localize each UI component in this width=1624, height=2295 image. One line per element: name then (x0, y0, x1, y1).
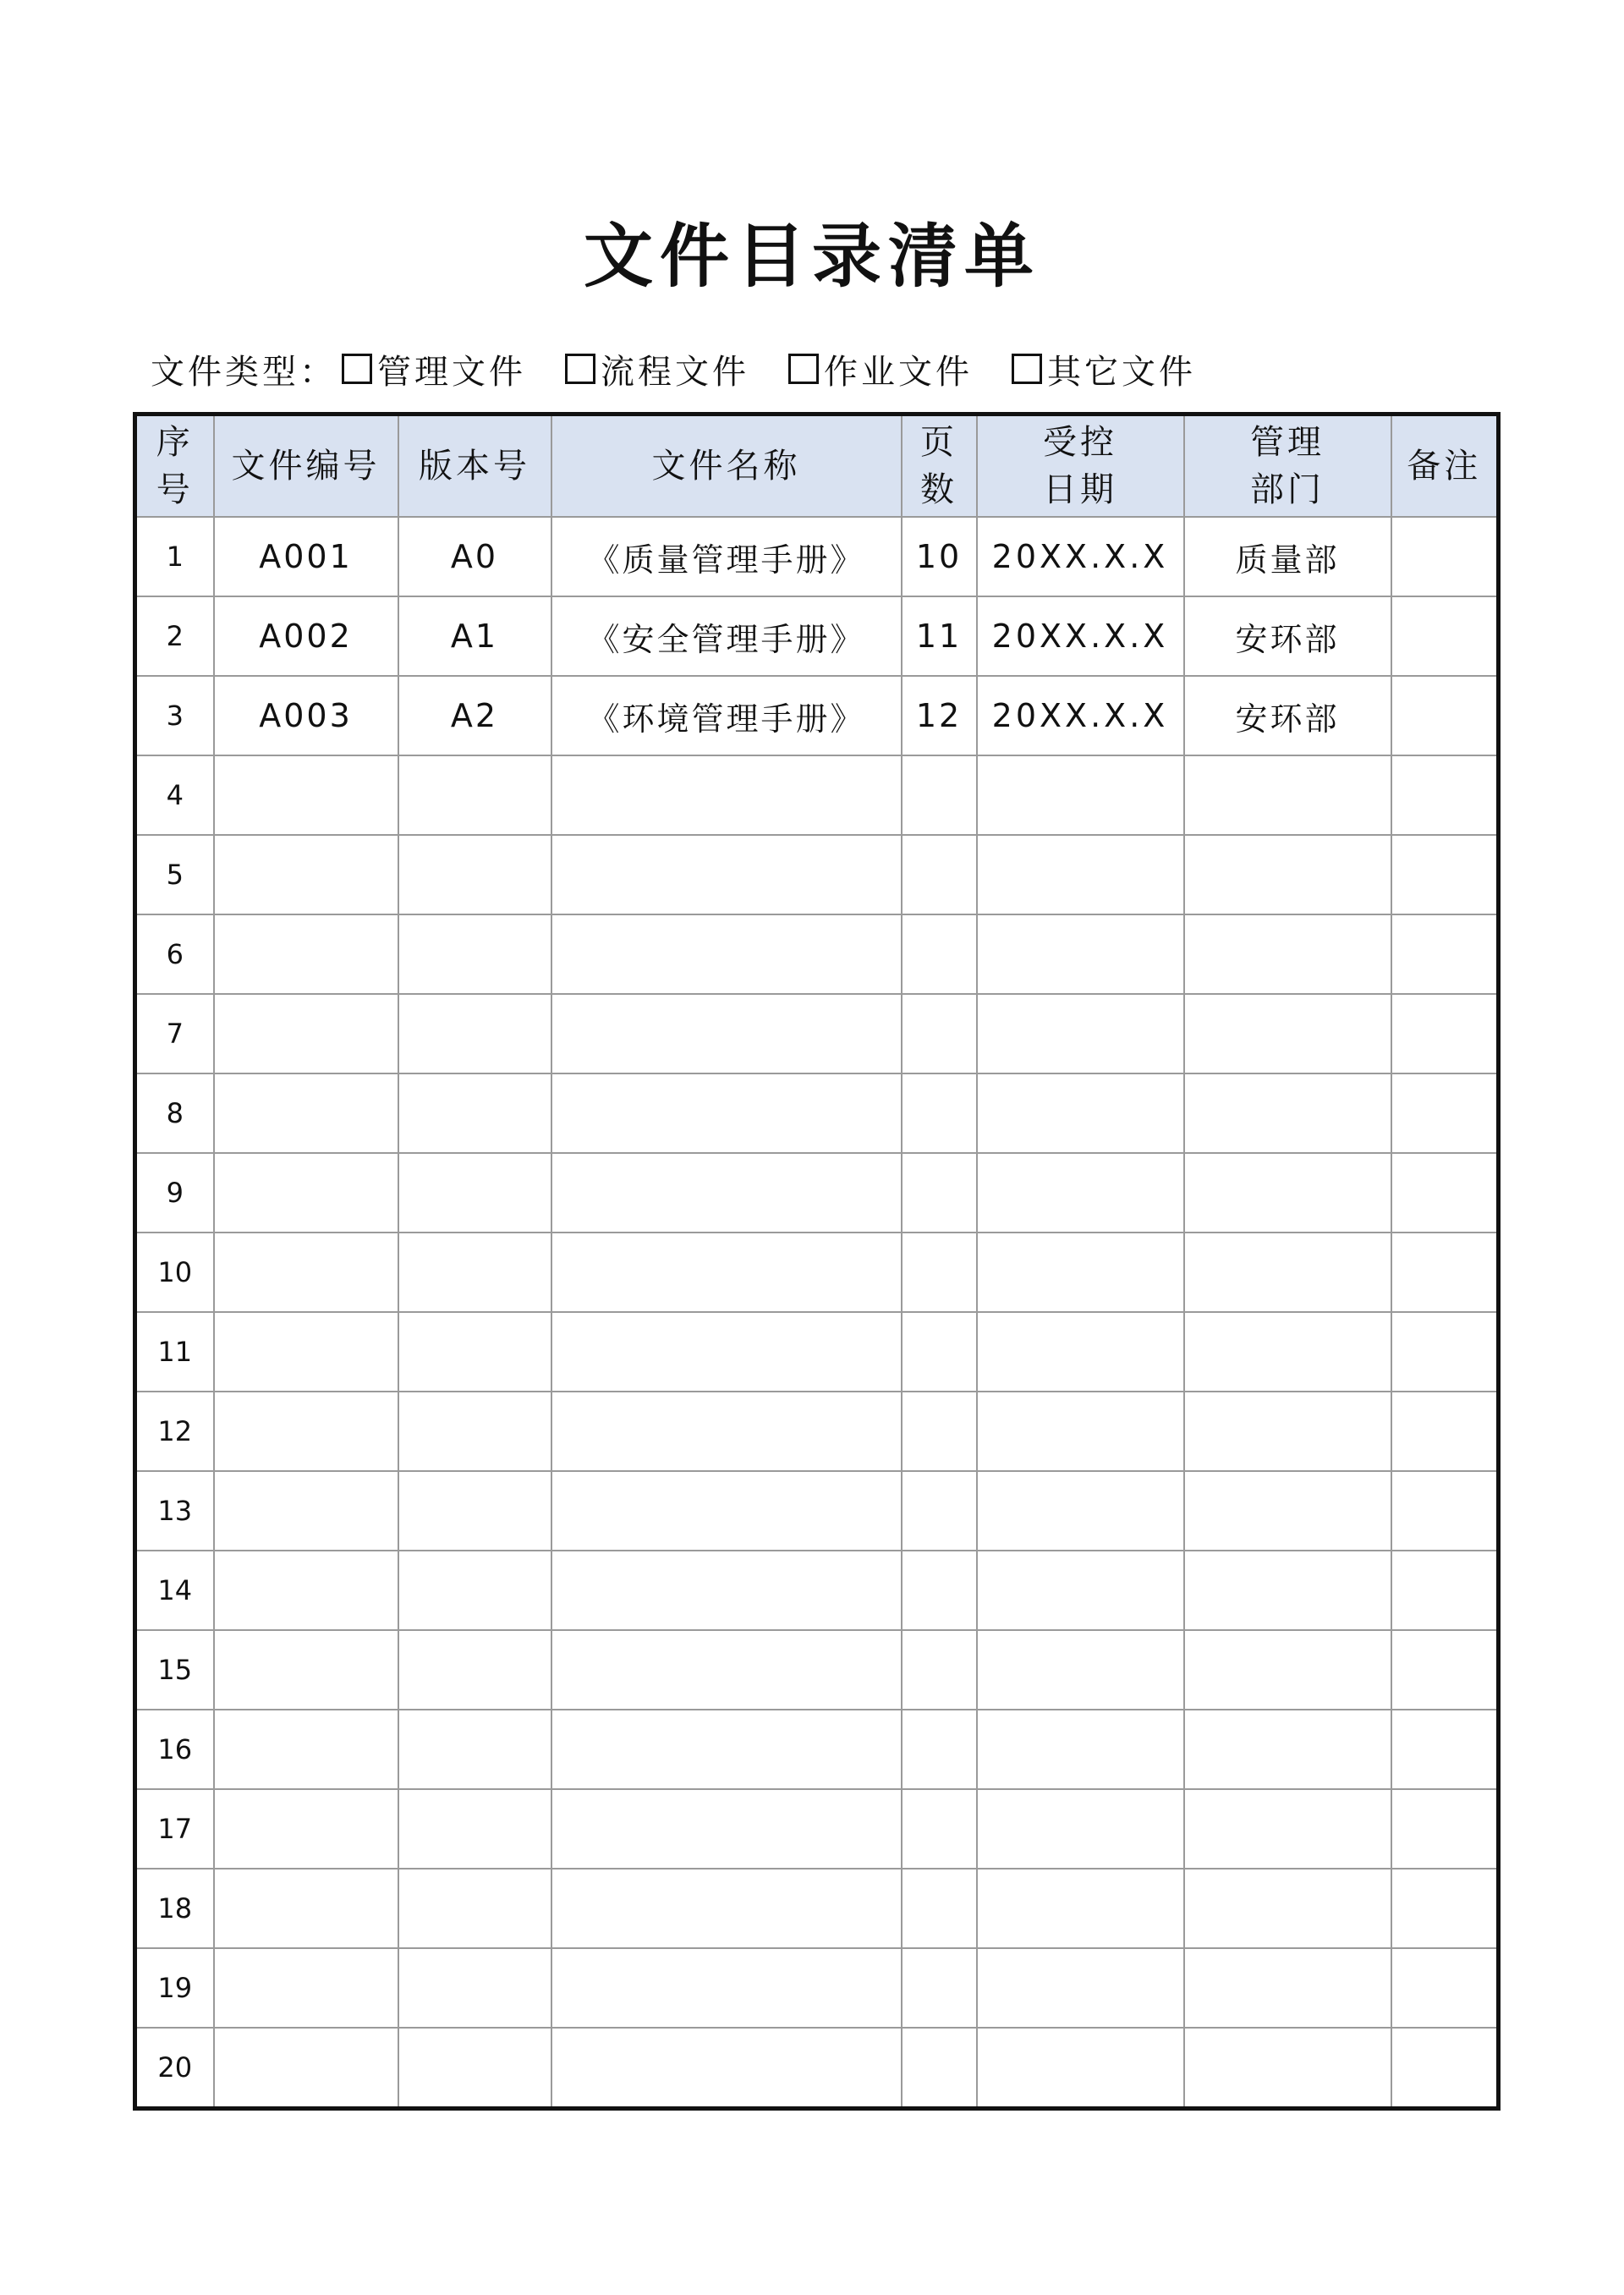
cell-code (214, 1789, 398, 1869)
cell-version: A2 (398, 676, 551, 755)
cell-date (977, 1471, 1184, 1551)
table-row (135, 2028, 1499, 2109)
cell-date: 20XX.X.X (977, 596, 1184, 676)
cell-seq: 12 (135, 1392, 214, 1471)
file-type-option-management[interactable] (342, 345, 526, 393)
header-seq: 序 号 (135, 415, 214, 518)
cell-pages (902, 1471, 977, 1551)
cell-date (977, 755, 1184, 835)
header-pages: 页 数 (902, 415, 977, 518)
checkbox-other[interactable] (1012, 354, 1042, 384)
cell-version (398, 835, 551, 914)
cell-remark (1391, 676, 1499, 755)
cell-version (398, 2028, 551, 2109)
cell-pages (902, 1948, 977, 2028)
file-type-option-label: 流程文件 (601, 352, 749, 392)
file-type-selector (151, 343, 1235, 394)
cell-seq: 19 (135, 1948, 214, 2028)
table-row (135, 1471, 1499, 1551)
cell-dept (1184, 994, 1391, 1073)
table-row (135, 676, 1499, 755)
cell-name (551, 1073, 902, 1153)
page-title: 文件目录清单 (583, 216, 1040, 297)
cell-code (214, 1233, 398, 1312)
cell-remark (1391, 1551, 1499, 1630)
table-row (135, 1073, 1499, 1153)
cell-name (551, 1948, 902, 2028)
cell-name: 《质量管理手册》 (551, 517, 902, 596)
cell-version (398, 1789, 551, 1869)
table-header-row (135, 415, 1499, 518)
cell-name (551, 1789, 902, 1869)
cell-dept (1184, 1312, 1391, 1392)
cell-version (398, 1471, 551, 1551)
cell-dept (1184, 914, 1391, 994)
cell-date (977, 1948, 1184, 2028)
file-type-option-process[interactable] (565, 345, 749, 393)
cell-code (214, 914, 398, 994)
cell-date (977, 1869, 1184, 1948)
cell-date (977, 2028, 1184, 2109)
header-dept: 管理 部门 (1184, 415, 1391, 518)
cell-name: 《环境管理手册》 (551, 676, 902, 755)
cell-remark (1391, 2028, 1499, 2109)
cell-remark (1391, 1073, 1499, 1153)
cell-pages (902, 994, 977, 1073)
cell-dept (1184, 1630, 1391, 1710)
table-row (135, 1630, 1499, 1710)
cell-dept (1184, 1948, 1391, 2028)
table-row (135, 914, 1499, 994)
cell-seq: 2 (135, 596, 214, 676)
cell-pages (902, 835, 977, 914)
table-row (135, 596, 1499, 676)
cell-pages (902, 1233, 977, 1312)
table-row (135, 835, 1499, 914)
cell-date (977, 1153, 1184, 1233)
cell-dept (1184, 2028, 1391, 2109)
header-code: 文件编号 (214, 415, 398, 518)
cell-version (398, 1948, 551, 2028)
cell-date: 20XX.X.X (977, 676, 1184, 755)
cell-name (551, 1233, 902, 1312)
cell-code (214, 1153, 398, 1233)
file-type-option-work[interactable] (788, 345, 973, 393)
cell-seq: 11 (135, 1312, 214, 1392)
header-date: 受控 日期 (977, 415, 1184, 518)
table-row (135, 755, 1499, 835)
cell-code (214, 1630, 398, 1710)
checkbox-management[interactable] (342, 354, 372, 384)
cell-version (398, 755, 551, 835)
cell-seq: 5 (135, 835, 214, 914)
file-type-label: 文件类型： (151, 352, 337, 392)
cell-remark (1391, 994, 1499, 1073)
cell-code: A003 (214, 676, 398, 755)
cell-remark (1391, 914, 1499, 994)
cell-code (214, 1073, 398, 1153)
table-row (135, 517, 1499, 596)
cell-version (398, 1710, 551, 1789)
cell-date (977, 1392, 1184, 1471)
cell-date (977, 1551, 1184, 1630)
cell-dept (1184, 755, 1391, 835)
cell-date: 20XX.X.X (977, 517, 1184, 596)
cell-dept (1184, 1471, 1391, 1551)
file-catalog-table (133, 412, 1501, 2111)
cell-remark (1391, 1392, 1499, 1471)
cell-seq: 7 (135, 994, 214, 1073)
cell-dept (1184, 1869, 1391, 1948)
table-row (135, 994, 1499, 1073)
cell-seq: 9 (135, 1153, 214, 1233)
cell-pages (902, 1869, 977, 1948)
cell-remark (1391, 835, 1499, 914)
cell-remark (1391, 1948, 1499, 2028)
cell-date (977, 1312, 1184, 1392)
cell-dept: 质量部 (1184, 517, 1391, 596)
cell-name (551, 835, 902, 914)
cell-seq: 15 (135, 1630, 214, 1710)
cell-version (398, 1233, 551, 1312)
cell-date (977, 835, 1184, 914)
cell-seq: 1 (135, 517, 214, 596)
cell-name (551, 1471, 902, 1551)
cell-name (551, 1630, 902, 1710)
cell-code: A001 (214, 517, 398, 596)
cell-version (398, 1869, 551, 1948)
cell-pages (902, 1153, 977, 1233)
cell-pages (902, 755, 977, 835)
cell-seq: 8 (135, 1073, 214, 1153)
cell-name (551, 1710, 902, 1789)
cell-seq: 4 (135, 755, 214, 835)
cell-pages (902, 1551, 977, 1630)
file-type-option-other[interactable] (1012, 345, 1196, 393)
cell-code (214, 994, 398, 1073)
cell-remark (1391, 1789, 1499, 1869)
cell-date (977, 1233, 1184, 1312)
cell-code (214, 1471, 398, 1551)
cell-seq: 6 (135, 914, 214, 994)
cell-version: A1 (398, 596, 551, 676)
cell-code: A002 (214, 596, 398, 676)
cell-dept (1184, 1233, 1391, 1312)
cell-pages (902, 1710, 977, 1789)
cell-seq: 16 (135, 1710, 214, 1789)
cell-version (398, 1392, 551, 1471)
cell-pages (902, 1392, 977, 1471)
cell-dept (1184, 1073, 1391, 1153)
cell-pages: 11 (902, 596, 977, 676)
cell-dept (1184, 1551, 1391, 1630)
cell-pages (902, 1312, 977, 1392)
cell-code (214, 1392, 398, 1471)
cell-dept (1184, 1153, 1391, 1233)
checkbox-process[interactable] (565, 354, 595, 384)
cell-version (398, 1073, 551, 1153)
cell-date (977, 1789, 1184, 1869)
cell-name (551, 1312, 902, 1392)
header-name: 文件名称 (551, 415, 902, 518)
cell-remark (1391, 1869, 1499, 1948)
cell-dept: 安环部 (1184, 596, 1391, 676)
table-row (135, 1710, 1499, 1789)
cell-version (398, 1153, 551, 1233)
cell-dept (1184, 1392, 1391, 1471)
file-type-option-label: 作业文件 (824, 352, 973, 392)
cell-remark (1391, 1710, 1499, 1789)
cell-code (214, 2028, 398, 2109)
cell-seq: 18 (135, 1869, 214, 1948)
cell-remark (1391, 1630, 1499, 1710)
cell-pages (902, 2028, 977, 2109)
cell-version (398, 1551, 551, 1630)
cell-remark (1391, 1312, 1499, 1392)
table-row (135, 1948, 1499, 2028)
cell-remark (1391, 596, 1499, 676)
table-row (135, 1312, 1499, 1392)
cell-pages (902, 1789, 977, 1869)
cell-code (214, 755, 398, 835)
cell-dept (1184, 1710, 1391, 1789)
cell-version (398, 1312, 551, 1392)
cell-remark (1391, 755, 1499, 835)
cell-name (551, 1392, 902, 1471)
table-row (135, 1869, 1499, 1948)
cell-dept: 安环部 (1184, 676, 1391, 755)
cell-code (214, 1312, 398, 1392)
cell-pages (902, 1073, 977, 1153)
table-row (135, 1789, 1499, 1869)
cell-pages (902, 1630, 977, 1710)
cell-version (398, 914, 551, 994)
cell-version (398, 1630, 551, 1710)
checkbox-work[interactable] (788, 354, 819, 384)
cell-name (551, 994, 902, 1073)
cell-date (977, 1073, 1184, 1153)
cell-dept (1184, 1789, 1391, 1869)
file-type-option-label: 管理文件 (377, 352, 526, 392)
cell-seq: 3 (135, 676, 214, 755)
table-row (135, 1551, 1499, 1630)
cell-date (977, 994, 1184, 1073)
cell-name: 《安全管理手册》 (551, 596, 902, 676)
cell-date (977, 914, 1184, 994)
cell-code (214, 1710, 398, 1789)
cell-remark (1391, 1471, 1499, 1551)
cell-seq: 14 (135, 1551, 214, 1630)
cell-version: A0 (398, 517, 551, 596)
cell-name (551, 1153, 902, 1233)
cell-seq: 10 (135, 1233, 214, 1312)
cell-code (214, 1551, 398, 1630)
cell-code (214, 835, 398, 914)
table-row (135, 1233, 1499, 1312)
cell-name (551, 2028, 902, 2109)
cell-version (398, 994, 551, 1073)
cell-pages: 10 (902, 517, 977, 596)
header-remark: 备注 (1391, 415, 1499, 518)
cell-pages (902, 914, 977, 994)
cell-name (551, 755, 902, 835)
header-version: 版本号 (398, 415, 551, 518)
cell-name (551, 1869, 902, 1948)
cell-dept (1184, 835, 1391, 914)
cell-code (214, 1869, 398, 1948)
cell-remark (1391, 517, 1499, 596)
cell-remark (1391, 1153, 1499, 1233)
cell-remark (1391, 1233, 1499, 1312)
table-row (135, 1392, 1499, 1471)
cell-seq: 20 (135, 2028, 214, 2109)
cell-date (977, 1630, 1184, 1710)
cell-date (977, 1710, 1184, 1789)
table-row (135, 1153, 1499, 1233)
cell-code (214, 1948, 398, 2028)
cell-pages: 12 (902, 676, 977, 755)
file-type-option-label: 其它文件 (1047, 352, 1196, 392)
cell-name (551, 914, 902, 994)
cell-name (551, 1551, 902, 1630)
cell-seq: 17 (135, 1789, 214, 1869)
cell-seq: 13 (135, 1471, 214, 1551)
